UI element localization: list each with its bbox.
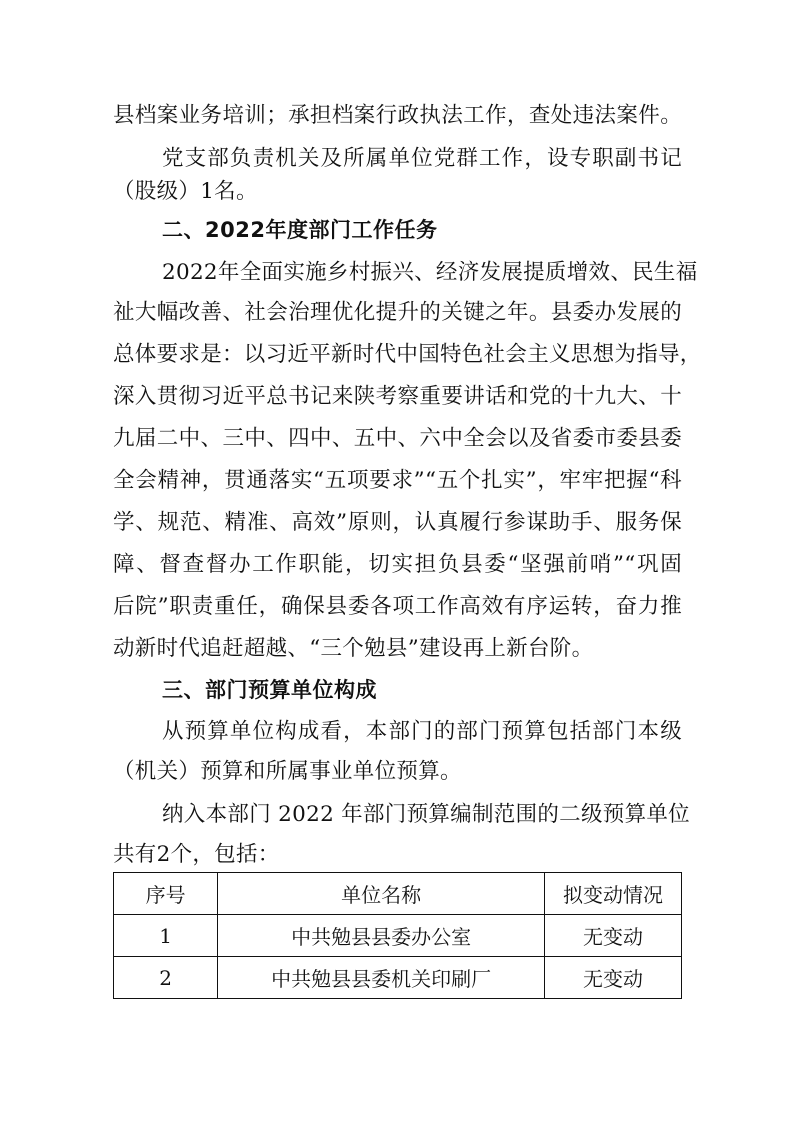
paragraph-line: 2022年全面实施乡村振兴、经济发展提质增效、民生福: [162, 260, 698, 285]
table-cell-change-status: 无变动: [544, 915, 681, 957]
table-row: [114, 915, 682, 957]
paragraph-line: 从预算单位构成看，本部门的部门预算包括部门本级: [162, 719, 682, 744]
paragraph-line: 深入贯彻习近平总书记来陕考察重要讲话和党的十九大、十: [113, 384, 682, 409]
paragraph-line: 动新时代追赶超越、“三个勉县”建设再上新台阶。: [113, 636, 594, 661]
paragraph-line: 党支部负责机关及所属单位党群工作，设专职副书记: [162, 146, 682, 171]
paragraph-line: （机关）预算和所属事业单位预算。: [113, 759, 462, 784]
section-heading: 二、2022年度部门工作任务: [162, 218, 438, 242]
table-header-row: [114, 873, 682, 915]
table-cell-number: 1: [114, 915, 218, 957]
paragraph-line: 共有2个，包括：: [113, 842, 280, 867]
table-cell-unit-name: 中共勉县县委机关印刷厂: [218, 957, 545, 999]
paragraph-line: 障、督查督办工作职能，切实担负县委“坚强前哨”“巩固: [113, 552, 682, 577]
table-row: [114, 957, 682, 999]
paragraph-line: 总体要求是：以习近平新时代中国特色社会主义思想为指导，: [113, 342, 702, 367]
table-cell-number: 2: [114, 957, 218, 999]
budget-units-table: [113, 872, 682, 999]
paragraph-line: 学、规范、精准、高效”原则，认真履行参谋助手、服务保: [113, 510, 682, 535]
column-header-unit-name: 单位名称: [218, 873, 545, 915]
table-cell-unit-name: 中共勉县县委办公室: [218, 915, 545, 957]
paragraph-line: 县档案业务培训；承担档案行政执法工作，查处违法案件。: [113, 103, 682, 128]
paragraph-line: 后院”职责重任，确保县委各项工作高效有序运转，奋力推: [113, 594, 682, 619]
section-heading: 三、部门预算单位构成: [162, 678, 377, 702]
paragraph-line: 祉大幅改善、社会治理优化提升的关键之年。县委办发展的: [113, 300, 682, 325]
paragraph-line: 九届二中、三中、四中、五中、六中全会以及省委市委县委: [113, 426, 682, 451]
paragraph-line: 纳入本部门 2022 年部门预算编制范围的二级预算单位: [162, 802, 690, 827]
column-header-number: 序号: [114, 873, 218, 915]
table-cell-change-status: 无变动: [544, 957, 681, 999]
paragraph-line: 全会精神，贯通落实“五项要求”“五个扎实”，牢牢把握“科: [113, 468, 682, 493]
column-header-change-status: 拟变动情况: [544, 873, 681, 915]
paragraph-line: （股级）1名。: [113, 179, 258, 204]
